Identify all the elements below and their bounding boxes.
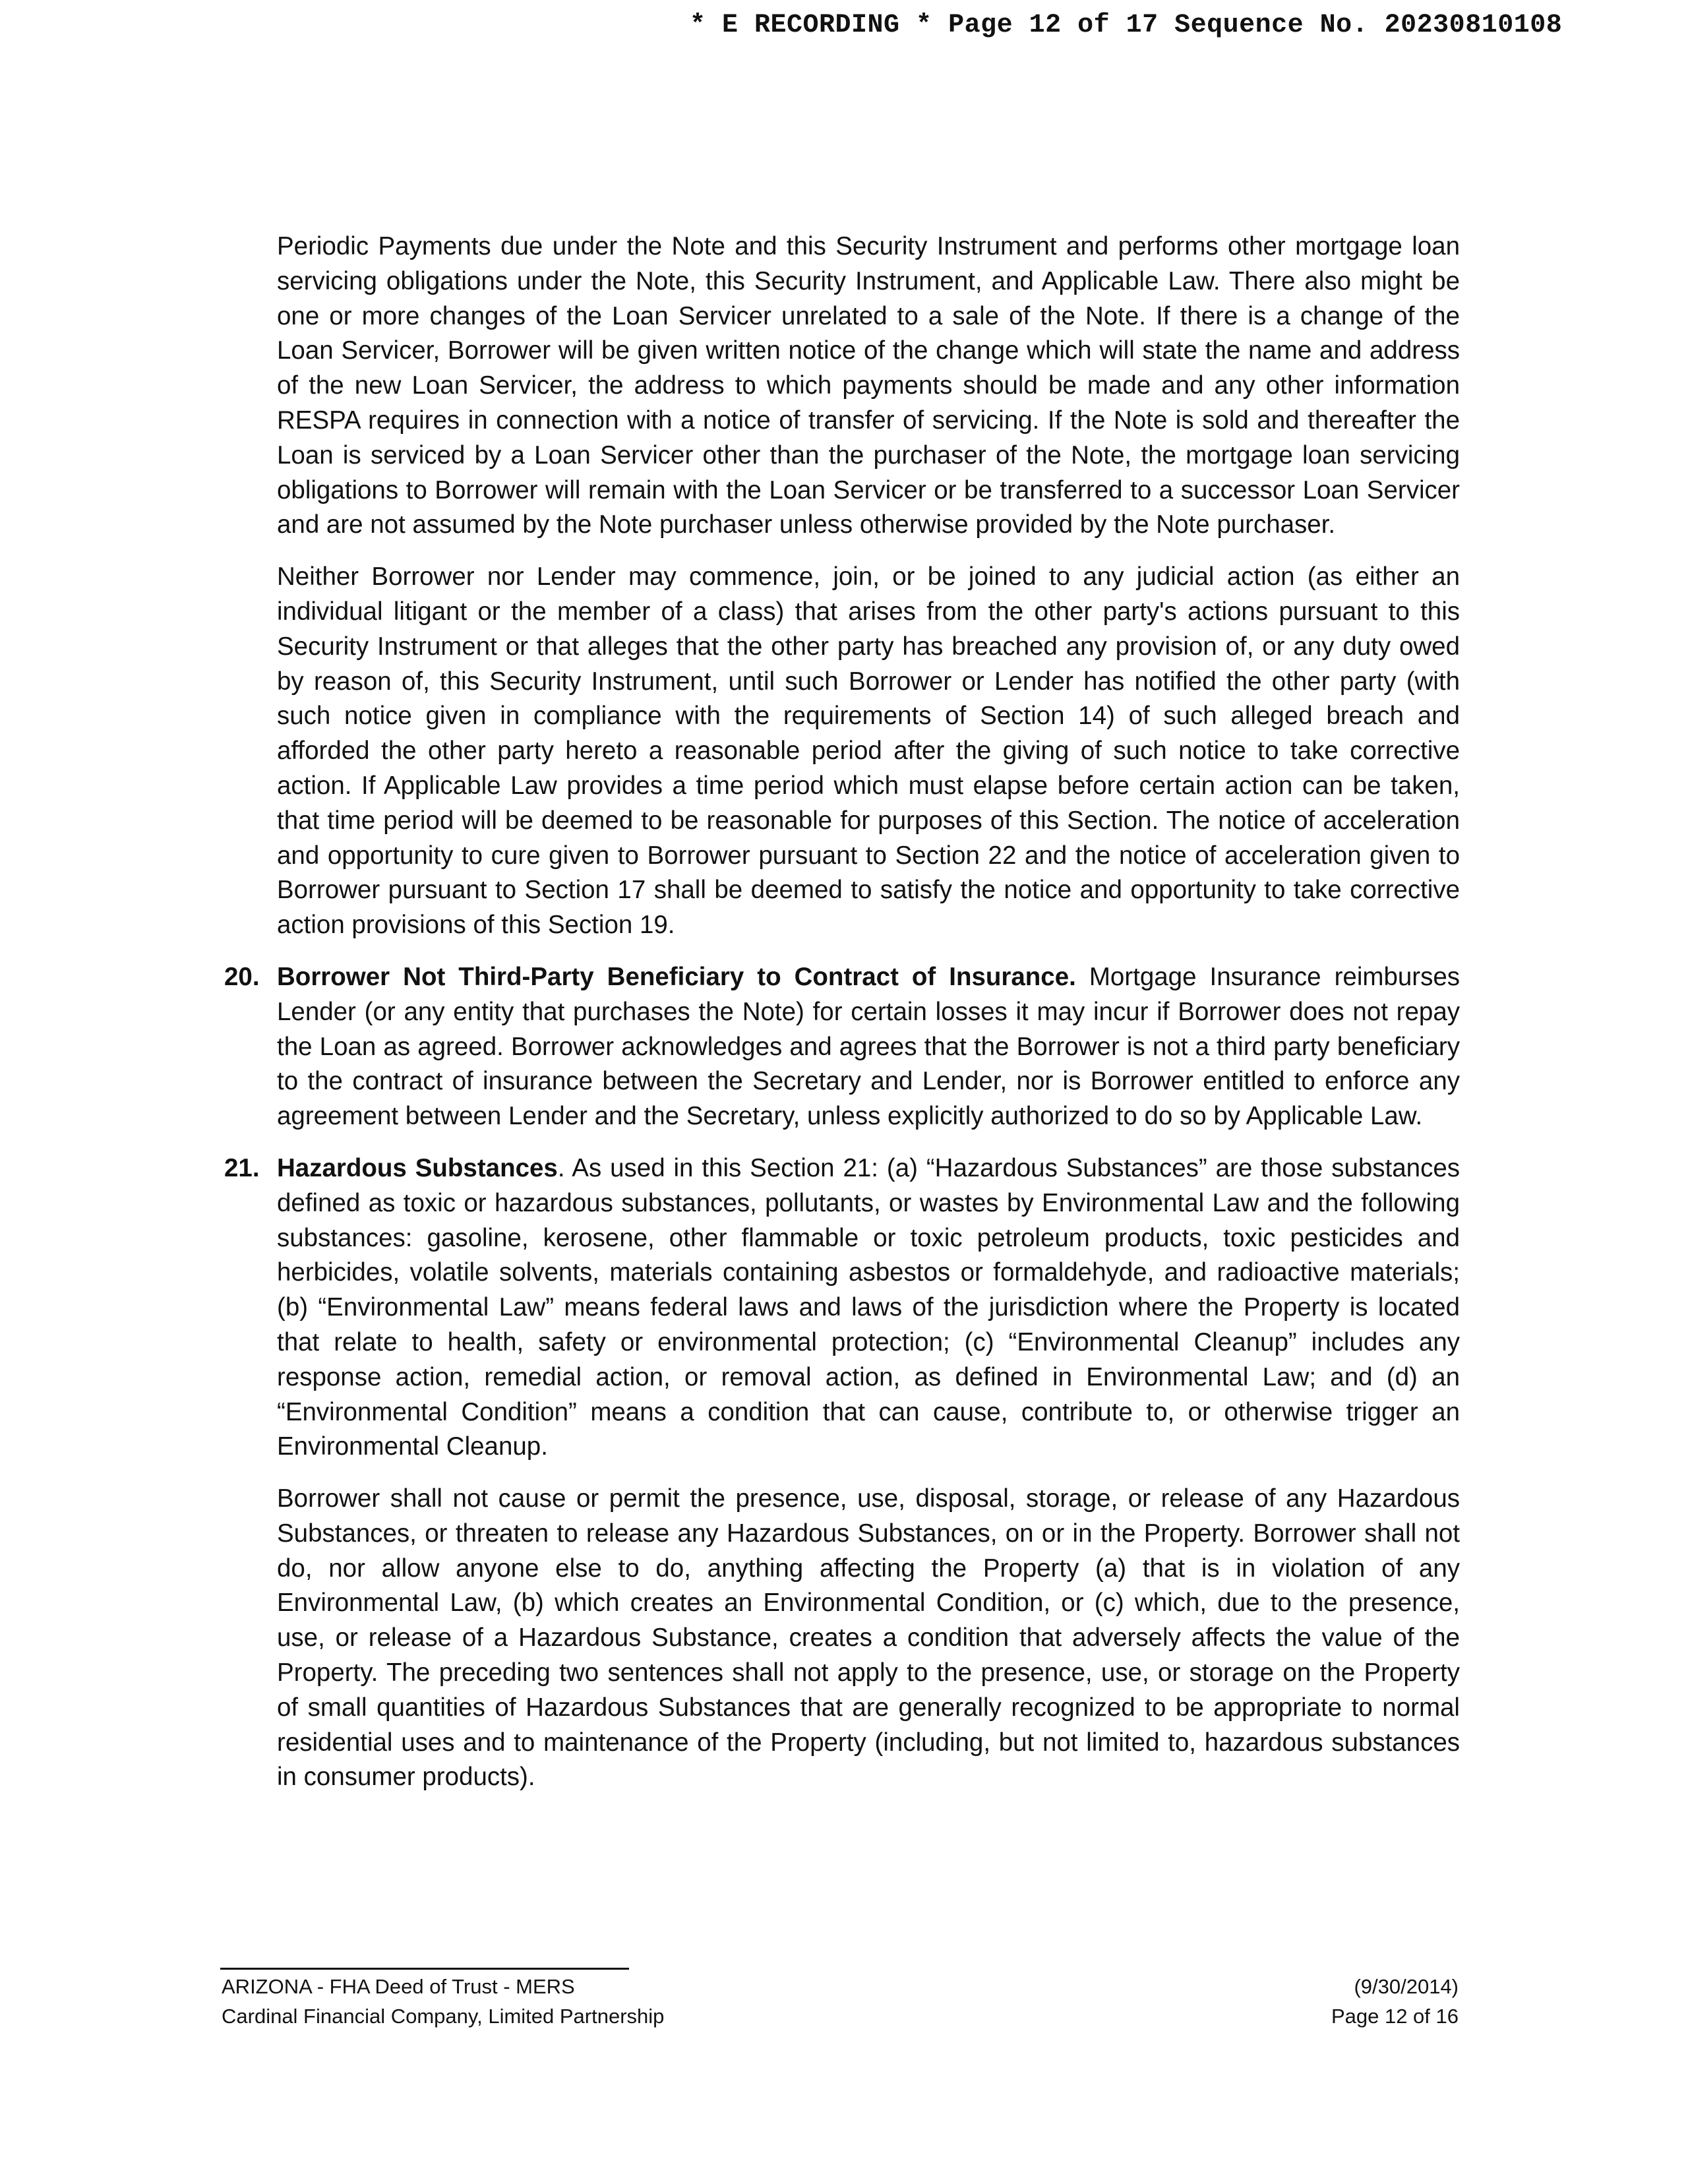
footer-right xyxy=(1331,1972,1459,2031)
footer-page-number: Page 12 of 16 xyxy=(1331,2005,1459,2028)
footer-company: Cardinal Financial Company, Limited Partnership xyxy=(222,2005,665,2028)
section-20-text: Mortgage Insurance reimburses Lender (or any entity that purchases the Note) for certain losses it may incur if Borrower does not repay the Loan as agreed. Borrower acknowledges and agrees that the Borrower is not a third party beneficiary to the contract of insurance between the Secretary and Lender, nor is Borrower entitled to enforce any agreement between Lender and the Secretary, unless explicitly authorized to do so by Applicable Law. xyxy=(277,962,1460,1131)
section-21-paragraph-2: Borrower shall not cause or permit the presence, use, disposal, storage, or release of any Hazardous Substances, or threaten to release any Hazardous Substances, on or in the Property. Borrower shall not do, nor allow anyone else to do, anything affecting the Property (a) that is in violation of any Environmental Law, (b) which creates an Environmental Condition, or (c) which, due to the presence, use, or release of a Hazardous Substance, creates a condition that adversely affects the value of the Property. The preceding two sentences shall not apply to the presence, use, or storage on the Property of small quantities of Hazardous Substances that are generally recognized to be appropriate to normal residential uses and to maintenance of the Property (including, but not limited to, hazardous substances in consumer products). xyxy=(277,1484,1460,1792)
section-20-number: 20. xyxy=(224,962,260,991)
footer-form-date: (9/30/2014) xyxy=(1354,1975,1459,1998)
footer-form-name: ARIZONA - FHA Deed of Trust - MERS xyxy=(222,1975,575,1998)
section-20-title: Borrower Not Third-Party Beneficiary to Contract of Insurance. xyxy=(277,962,1076,991)
footer-left xyxy=(222,1972,664,2031)
section-21-text: . As used in this Section 21: (a) “Hazardous Substances” are those substances defined as toxic or hazardous substances, pollutants, or wastes by Environmental Law and the following substances: gasoline, kerosene, other flammable or toxic petroleum products, toxic pesticides and herbicides, volatile solvents, materials containing asbestos or formaldehyde, and radioactive materials; (b) “Environmental Law” means federal laws and laws of the jurisdiction where the Property is located that relate to health, safety or environmental protection; (c) “Environmental Cleanup” includes any response action, remedial action, or removal action, as defined in Environmental Law; and (d) an “Environmental Condition” means a condition that can cause, contribute to, or otherwise trigger an Environmental Cleanup. xyxy=(277,1153,1460,1461)
document-body xyxy=(224,229,1460,1812)
paragraph-loan-servicer: Periodic Payments due under the Note and this Security Instrument and performs other mortgage loan servicing obligations under the Note, this Security Instrument, and Applicable Law. There also might be one or more changes of the Loan Servicer unrelated to a sale of the Note. If there is a change of the Loan Servicer, Borrower will be given written notice of the change which will state the name and address of the new Loan Servicer, the address to which payments should be made and any other information RESPA requires in connection with a notice of transfer of servicing. If the Note is sold and thereafter the Loan is serviced by a Loan Servicer other than the purchaser of the Note, the mortgage loan servicing obligations to Borrower will remain with the Loan Servicer or be transferred to a successor Loan Servicer and are not assumed by the Note purchaser unless otherwise provided by the Note purchaser. xyxy=(277,232,1460,539)
recording-stamp: * E RECORDING * Page 12 of 17 Sequence No. 20230810108 xyxy=(690,11,1563,40)
section-21-title: Hazardous Substances xyxy=(277,1153,558,1182)
section-20 xyxy=(224,960,1460,1134)
section-21-number: 21. xyxy=(224,1153,260,1182)
section-21 xyxy=(224,1151,1460,1795)
footer-divider xyxy=(220,1968,629,1970)
paragraph-judicial-action: Neither Borrower nor Lender may commence, join, or be joined to any judicial action (as either an individual litigant or the member of a class) that arises from the other party's actions pursuant to this Security Instrument or that alleges that the other party has breached any provision of, or any duty owed by reason of, this Security Instrument, until such Borrower or Lender has notified the other party (with such notice given in compliance with the requirements of Section 14) of such alleged breach and afforded the other party hereto a reasonable period after the giving of such notice to take corrective action. If Applicable Law provides a time period which must elapse before certain action can be taken, that time period will be deemed to be reasonable for purposes of this Section. The notice of acceleration and opportunity to cure given to Borrower pursuant to Section 22 and the notice of acceleration given to Borrower pursuant to Section 17 shall be deemed to satisfy the notice and opportunity to take corrective action provisions of this Section 19. xyxy=(277,562,1460,940)
